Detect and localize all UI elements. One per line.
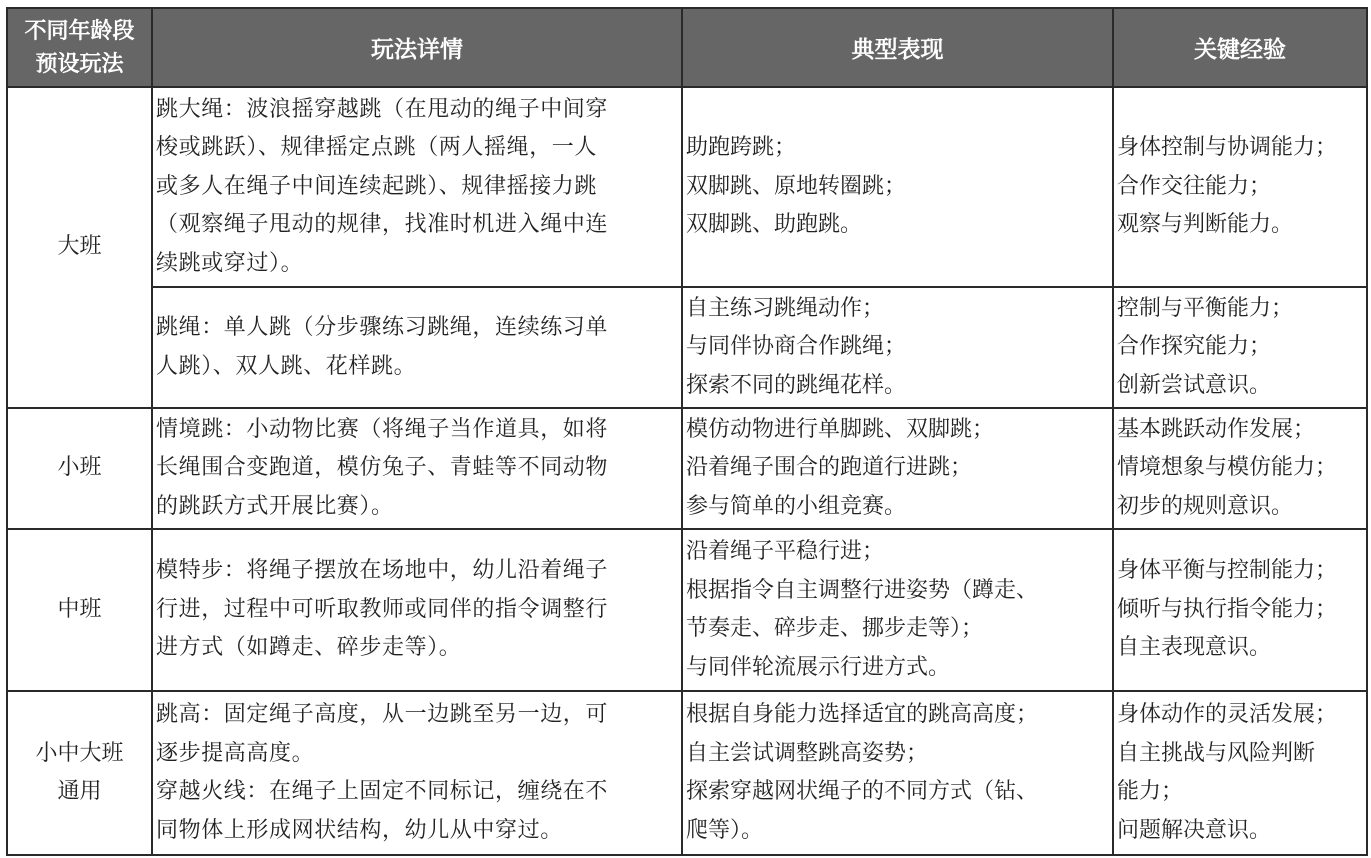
experience-line: 身体控制与协调能力； bbox=[1117, 135, 1338, 161]
detail-line: 逐步提高高度。 bbox=[156, 740, 315, 766]
experience-line: 身体平衡与控制能力； bbox=[1117, 558, 1338, 584]
experience-cell bbox=[1113, 529, 1367, 691]
table-wrapper bbox=[6, 7, 1368, 856]
detail-line: 跳高：固定绳子高度，从一边跳至另一边，可 bbox=[156, 702, 609, 727]
experience-line: 问题解决意识。 bbox=[1117, 817, 1272, 843]
performance-line: 探索不同的跳绳花样。 bbox=[686, 372, 907, 398]
detail-line: （观察绳子甩动的规律，找准时机进入绳中连 bbox=[156, 212, 609, 238]
performance-cell bbox=[682, 529, 1113, 691]
detail-line: 进方式（如蹲走、碎步走等）。 bbox=[156, 635, 462, 661]
age-label: 大班 bbox=[57, 234, 102, 260]
performance-line: 自主尝试调整跳高姿势； bbox=[686, 740, 929, 766]
experience-line: 倾听与执行指令能力； bbox=[1117, 596, 1338, 622]
age-cell bbox=[7, 87, 152, 408]
header-age-group bbox=[7, 8, 152, 87]
detail-cell bbox=[152, 87, 682, 287]
header-age-line: 预设玩法 bbox=[35, 51, 124, 77]
table-row bbox=[7, 87, 1367, 287]
performance-line: 助跑跨跳； bbox=[686, 135, 797, 161]
header-age-line: 不同年龄段 bbox=[24, 18, 135, 44]
table-header bbox=[7, 8, 1367, 87]
detail-line: 情境跳：小动物比赛（将绳子当作道具，如将 bbox=[156, 416, 609, 442]
performance-line: 与同伴协商合作跳绳； bbox=[686, 334, 907, 360]
performance-cell bbox=[682, 87, 1113, 287]
detail-line: 模特步：将绳子摆放在场地中，幼儿沿着绳子 bbox=[156, 558, 609, 584]
performance-line: 自主练习跳绳动作； bbox=[686, 295, 885, 321]
detail-line: 同物体上形成网状结构，幼儿从中穿过。 bbox=[156, 817, 563, 843]
age-cell bbox=[7, 529, 152, 691]
experience-line: 控制与平衡能力； bbox=[1117, 295, 1294, 321]
header-detail: 玩法详情 bbox=[152, 8, 682, 87]
detail-line: 梭或跳跃）、规律摇定点跳（两人摇绳，一人 bbox=[156, 135, 598, 161]
performance-line: 双脚跳、原地转圈跳； bbox=[686, 173, 907, 199]
age-cell bbox=[7, 691, 152, 855]
header-row bbox=[7, 8, 1367, 87]
performance-cell bbox=[682, 287, 1113, 408]
performance-line: 探索穿越网状绳子的不同方式（钻、 bbox=[686, 779, 1039, 804]
performance-line: 节奏走、碎步走、挪步走等）； bbox=[686, 616, 984, 641]
detail-line: 行进，过程中可听取教师或同伴的指令调整行 bbox=[156, 596, 609, 622]
experience-line: 自主表现意识。 bbox=[1117, 635, 1272, 661]
experience-line: 自主挑战与风险判断 bbox=[1117, 740, 1316, 766]
age-label: 通用 bbox=[57, 779, 102, 804]
experience-line: 情境想象与模仿能力； bbox=[1117, 455, 1338, 481]
detail-line: 续跳或穿过）。 bbox=[156, 250, 304, 276]
performance-line: 爬等）。 bbox=[686, 817, 764, 843]
detail-cell bbox=[152, 287, 682, 408]
detail-line: 长绳围合变跑道，模仿兔子、青蛙等不同动物 bbox=[156, 455, 609, 481]
table-body bbox=[7, 87, 1367, 855]
detail-line: 跳绳：单人跳（分步骤练习跳绳，连续练习单 bbox=[156, 315, 609, 340]
detail-line: 穿越火线：在绳子上固定不同标记，缠绕在不 bbox=[156, 779, 609, 804]
detail-cell bbox=[152, 408, 682, 529]
table-row bbox=[7, 287, 1367, 408]
experience-line: 身体动作的灵活发展； bbox=[1117, 702, 1338, 727]
experience-line: 创新尝试意识。 bbox=[1117, 372, 1272, 398]
detail-cell bbox=[152, 529, 682, 691]
age-label: 小中大班 bbox=[35, 740, 124, 766]
experience-line: 合作交往能力； bbox=[1117, 173, 1272, 199]
table-row bbox=[7, 529, 1367, 691]
performance-line: 双脚跳、助跑跳。 bbox=[686, 212, 863, 238]
detail-line: 或多人在绳子中间连续起跳）、规律摇接力跳 bbox=[156, 173, 598, 199]
performance-line: 根据自身能力选择适宜的跳高高度； bbox=[686, 702, 1039, 727]
age-label: 中班 bbox=[57, 596, 102, 622]
table-row bbox=[7, 408, 1367, 529]
performance-line: 沿着绳子平稳行进； bbox=[686, 539, 885, 564]
experience-line: 能力； bbox=[1117, 779, 1184, 804]
experience-cell bbox=[1113, 408, 1367, 529]
detail-line: 的跳跃方式开展比赛）。 bbox=[156, 493, 394, 519]
performance-cell bbox=[682, 408, 1113, 529]
experience-line: 初步的规则意识。 bbox=[1117, 493, 1294, 519]
performance-line: 沿着绳子围合的跑道行进跳； bbox=[686, 455, 973, 481]
detail-line: 人跳）、双人跳、花样跳。 bbox=[156, 353, 417, 379]
experience-cell bbox=[1113, 87, 1367, 287]
performance-cell bbox=[682, 691, 1113, 855]
header-performance: 典型表现 bbox=[682, 8, 1113, 87]
performance-line: 参与简单的小组竞赛。 bbox=[686, 493, 907, 519]
experience-line: 基本跳跃动作发展； bbox=[1117, 416, 1316, 442]
detail-cell bbox=[152, 691, 682, 855]
header-experience: 关键经验 bbox=[1113, 8, 1367, 87]
performance-line: 模仿动物进行单脚跳、双脚跳； bbox=[686, 416, 995, 442]
experience-cell bbox=[1113, 691, 1367, 855]
age-label: 小班 bbox=[57, 455, 102, 481]
play-methods-table bbox=[6, 7, 1368, 856]
experience-line: 合作探究能力； bbox=[1117, 334, 1272, 360]
table-row bbox=[7, 691, 1367, 855]
age-cell bbox=[7, 408, 152, 529]
experience-line: 观察与判断能力。 bbox=[1117, 212, 1294, 238]
experience-cell bbox=[1113, 287, 1367, 408]
performance-line: 根据指令自主调整行进姿势（蹲走、 bbox=[686, 577, 1039, 603]
performance-line: 与同伴轮流展示行进方式。 bbox=[686, 654, 951, 680]
detail-line: 跳大绳：波浪摇穿越跳（在甩动的绳子中间穿 bbox=[156, 96, 609, 122]
